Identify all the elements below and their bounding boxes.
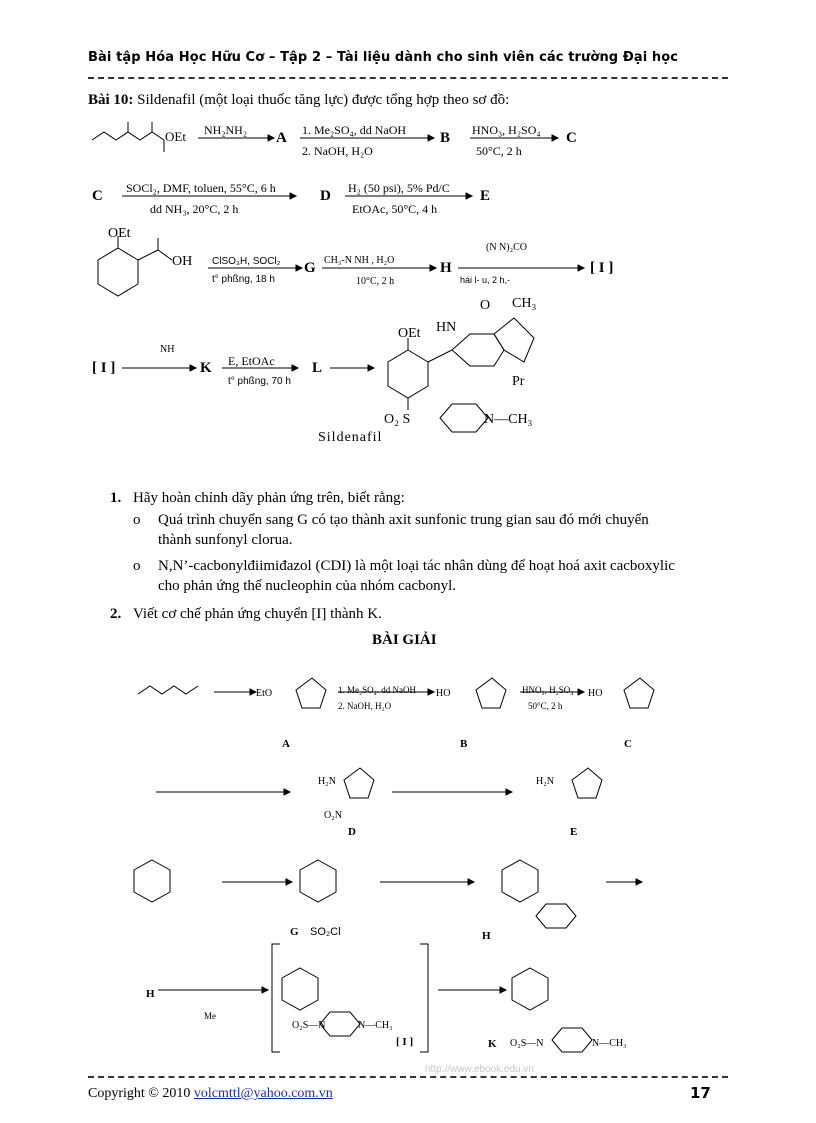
q2-number: 2.	[110, 606, 122, 622]
q1-bullet2-line1: N,N’-cacbonylđiimiđazol (CDI) là một loại tác nhân dùng để hoạt hoá axit cacboxylic	[158, 558, 675, 574]
acid-ring	[98, 248, 138, 296]
compound-H: H	[440, 260, 452, 276]
sol-me: Me	[204, 1011, 216, 1021]
watermark: http://www.ebook.edu.vn	[425, 1064, 534, 1075]
sol-nch3-i: N—CH₃	[358, 1020, 393, 1031]
q1-bullet1-line1: Quá trình chuyển sang G có tạo thành axit sunfonic trung gian sau đó mới chuyển	[158, 512, 649, 528]
compound-G: G	[304, 260, 316, 276]
start-chain	[92, 132, 164, 140]
sildenafil-pyrimidine	[452, 334, 504, 366]
sol-ring-E	[572, 768, 602, 798]
sil-pr: Pr	[512, 374, 525, 389]
q1-number: 1.	[110, 490, 122, 506]
reagent-h-top: CH₃-N NH , H₂O	[324, 255, 395, 266]
sol-label-B: B	[460, 738, 468, 750]
reagent-i-top: (N N)₂CO	[486, 242, 527, 253]
sol-eto: EtO	[256, 688, 273, 699]
q1-bullet2-line2: cho phản ứng thế nucleophin của nhóm cacbonyl.	[158, 578, 457, 594]
problem-text: Sildenafil (một loại thuốc tăng lực) được tổng hợp theo sơ đồ:	[133, 92, 510, 108]
acid-oh: OH	[172, 254, 193, 269]
compound-A: A	[276, 130, 287, 146]
sildenafil-benzene	[388, 350, 428, 398]
sol-reagent-c-bottom: 50°C, 2 h	[528, 701, 563, 711]
email-link[interactable]: volcmttl@yahoo.com.vn	[193, 1086, 333, 1101]
sil-oet: OEt	[398, 326, 421, 341]
sol-ring-D	[344, 768, 374, 798]
compound-C: C	[566, 130, 577, 146]
sol-label-H-row4: H	[146, 988, 155, 1000]
reagent-e-top: H₂ (50 psi), 5% Pd/C	[348, 181, 450, 195]
acid-oet: OEt	[108, 226, 131, 241]
sol-reagent-b-top: 1. Me₂SO₄. dd NaOH	[338, 685, 417, 695]
sildenafil-piperazine	[440, 404, 488, 432]
sol-reagent-c-top: HNO₃, H₂SO₄	[522, 685, 574, 695]
copyright-text: Copyright © 2010	[88, 1086, 194, 1101]
bracket-right	[420, 944, 428, 1052]
bullet-2: o	[133, 558, 141, 574]
sol-label-G: G	[290, 926, 299, 938]
compound-C-row2: C	[92, 188, 103, 204]
footer-copyright	[88, 1086, 333, 1102]
compound-L: L	[312, 360, 323, 376]
start-ester-label: OEt	[165, 129, 186, 144]
sol-ring-C	[624, 678, 654, 708]
sil-hn: HN	[436, 320, 457, 335]
sil-o: O	[480, 298, 491, 313]
sol-reagent-b-bottom: 2. NaOH, H₂O	[338, 701, 392, 711]
sil-nch3: N—CH₃	[484, 412, 533, 427]
compound-B: B	[440, 130, 451, 146]
sildenafil-pyrazole	[494, 318, 534, 362]
sol-h2n-e: H₂N	[536, 776, 554, 787]
bullet-1: o	[133, 512, 141, 528]
sol-o2n-d: O₂N	[324, 810, 342, 821]
footer-rule	[88, 1076, 728, 1078]
reagent-e-bottom: EtOAc, 50°C, 4 h	[352, 202, 438, 216]
reagent-h-bottom: 10°C, 2 h	[356, 276, 395, 287]
q1-text: Hãy hoàn chỉnh dãy phản ứng trên, biết rằng:	[133, 490, 405, 506]
compound-I-row4: [ I ]	[92, 360, 116, 376]
reagent-c-bottom: 50°C, 2 h	[476, 144, 522, 158]
imidazole-nh: NH	[160, 344, 175, 355]
compound-D: D	[320, 188, 331, 204]
sol-nch3-k: N—CH₃	[592, 1038, 627, 1049]
sol-ring-H	[502, 860, 538, 902]
sil-o2s: O₂ S	[384, 412, 411, 427]
reagent-b-top: 1. Me₂SO₄, dd NaOH	[302, 123, 407, 137]
sol-acid-ring	[134, 860, 170, 902]
reagent-i-bottom: hái l- u, 2 h,-	[460, 275, 511, 285]
sol-label-H: H	[482, 930, 491, 942]
sol-so2n-k: O₂S—N	[510, 1038, 544, 1049]
reagent-l-bottom: t° phßng, 70 h	[228, 376, 291, 387]
sildenafil-name: Sildenafil	[318, 430, 383, 445]
sol-ring-A	[296, 678, 326, 708]
sol-label-C: C	[624, 738, 632, 750]
reagent-l-top: E, EtOAc	[228, 354, 275, 368]
reagent-c-top: HNO₃, H₂SO₄	[472, 123, 541, 137]
sol-label-A: A	[282, 738, 290, 750]
sol-ring-K	[512, 968, 548, 1010]
reagent-a: NH₂NH₂	[204, 123, 248, 137]
reagent-d-bottom: dd NH₃, 20°C, 2 h	[150, 202, 239, 216]
sil-ch3: CH₃	[512, 296, 537, 311]
solution-title: BÀI GIẢI	[372, 632, 437, 648]
reagent-g-bottom: t° phßng, 18 h	[212, 274, 275, 285]
compound-K: K	[200, 360, 212, 376]
bracket-left	[272, 944, 280, 1052]
sol-ring-G	[300, 860, 336, 902]
reagent-d-top: SOCl₂, DMF, toluen, 55°C, 6 h	[126, 181, 276, 195]
sol-label-K: K	[488, 1038, 497, 1050]
q2-text: Viết cơ chế phản ứng chuyển [I] thành K.	[133, 606, 382, 622]
compound-E: E	[480, 188, 491, 204]
sol-so2n-i: O₂S—N	[292, 1020, 326, 1031]
sol-label-D: D	[348, 826, 356, 838]
sol-label-I: [ I ]	[396, 1036, 414, 1048]
problem-label: Bài 10:	[88, 92, 134, 108]
sol-ho-b: HO	[436, 688, 451, 699]
page-number: 17	[690, 1084, 711, 1102]
sol-h2n-d: H₂N	[318, 776, 336, 787]
sol-label-E: E	[570, 826, 578, 838]
sol-piperazine-H	[536, 904, 576, 928]
reagent-b-bottom: 2. NaOH, H₂O	[302, 144, 373, 158]
header-title: Bài tập Hóa Học Hữu Cơ – Tập 2 – Tài liệu dành cho sinh viên các trường Đại học	[88, 50, 679, 65]
q1-bullet1-line2: thành sunfonyl clorua.	[158, 532, 293, 548]
sol-so2cl: SO₂Cl	[310, 926, 341, 938]
sol-ho-c: HO	[588, 688, 603, 699]
compound-I: [ I ]	[590, 260, 614, 276]
sol-ring-B	[476, 678, 506, 708]
reagent-g-top: ClSO₃H, SOCl₂	[212, 256, 281, 267]
